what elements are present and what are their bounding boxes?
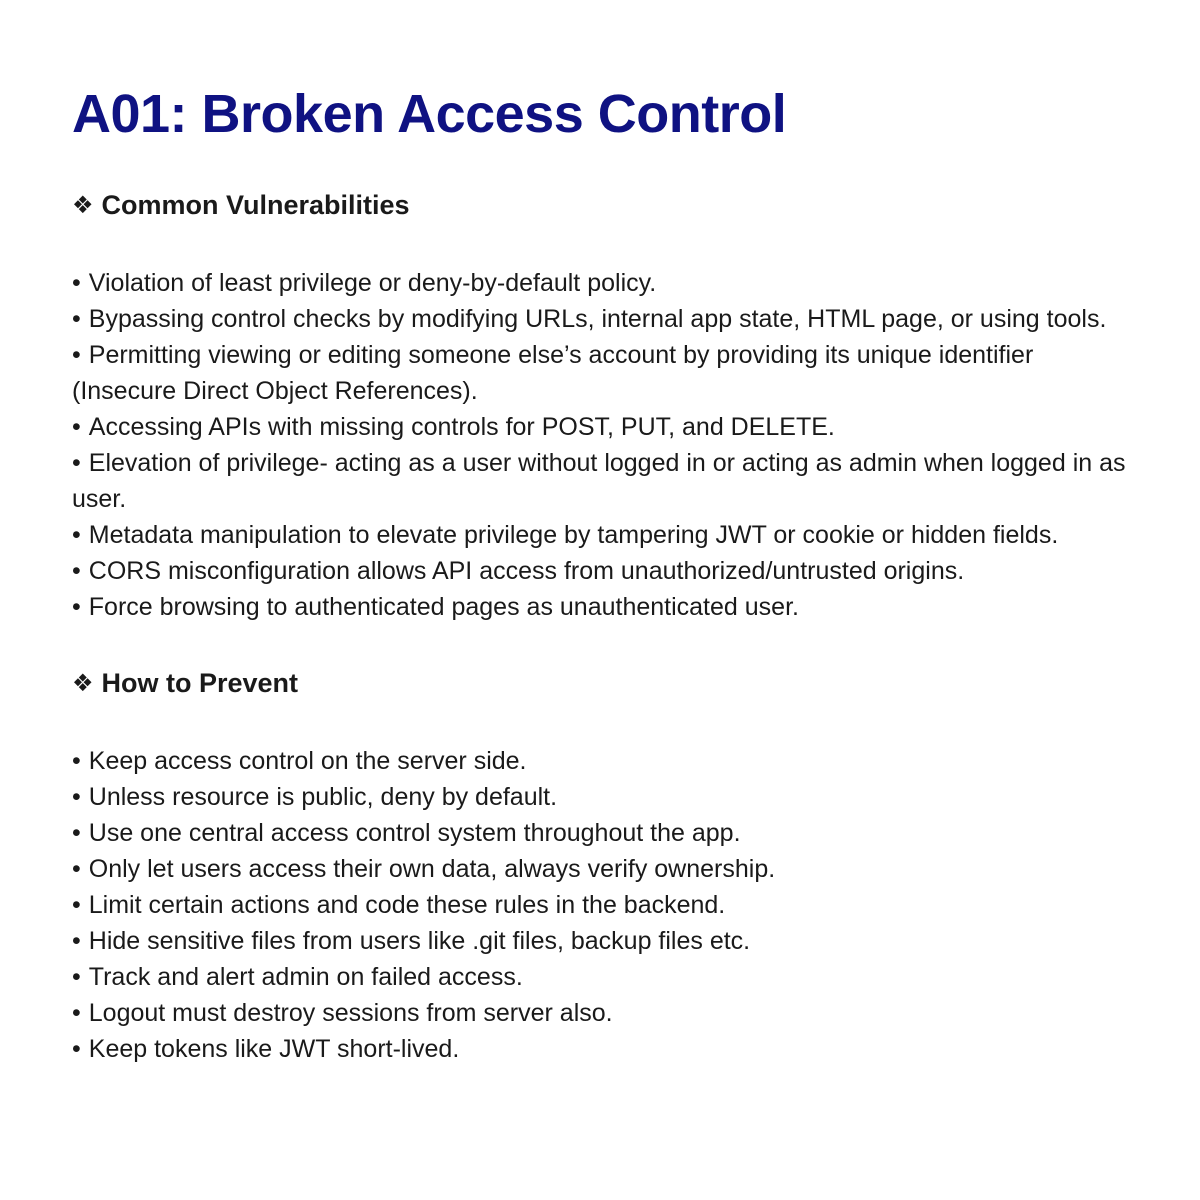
- list-item: • Track and alert admin on failed access.: [72, 963, 523, 991]
- list-item: • Keep access control on the server side.: [72, 747, 527, 775]
- list-item: • Elevation of privilege- acting as a user without logged in or acting as admin when logged in as user.: [72, 449, 1126, 513]
- list-item: • CORS misconfiguration allows API access from unauthorized/untrusted origins.: [72, 557, 965, 585]
- list-item: • Limit certain actions and code these rules in the backend.: [72, 891, 726, 919]
- list-item: • Use one central access control system throughout the app.: [72, 819, 741, 847]
- list-item: • Keep tokens like JWT short-lived.: [72, 1035, 460, 1063]
- prevent-list: [72, 743, 1132, 1067]
- slide-content: [72, 78, 1132, 1067]
- list-item: • Accessing APIs with missing controls for POST, PUT, and DELETE.: [72, 413, 835, 441]
- prevent-heading: [72, 665, 1132, 703]
- page-title: A01: Broken Access Control: [72, 84, 787, 144]
- list-item: • Only let users access their own data, always verify ownership.: [72, 855, 776, 883]
- list-item: • Logout must destroy sessions from server also.: [72, 999, 613, 1027]
- list-item: • Unless resource is public, deny by default.: [72, 783, 558, 811]
- vulnerabilities-heading: [72, 187, 1132, 225]
- list-item: • Violation of least privilege or deny-by-default policy.: [72, 269, 657, 297]
- vulnerabilities-heading-label: Common Vulnerabilities: [101, 190, 410, 220]
- list-item: • Metadata manipulation to elevate privilege by tampering JWT or cookie or hidden fields.: [72, 521, 1059, 549]
- list-item: • Permitting viewing or editing someone else’s account by providing its unique identifier (Insecure Direct Object References).: [72, 341, 1034, 405]
- list-item: • Bypassing control checks by modifying URLs, internal app state, HTML page, or using tools.: [72, 305, 1107, 333]
- list-item: • Force browsing to authenticated pages as unauthenticated user.: [72, 593, 799, 621]
- diamond-bullet-icon: ❖: [72, 670, 94, 697]
- list-item: • Hide sensitive files from users like .git files, backup files etc.: [72, 927, 751, 955]
- diamond-bullet-icon: ❖: [72, 192, 94, 219]
- prevent-heading-label: How to Prevent: [101, 668, 299, 698]
- vulnerabilities-list: [72, 265, 1132, 625]
